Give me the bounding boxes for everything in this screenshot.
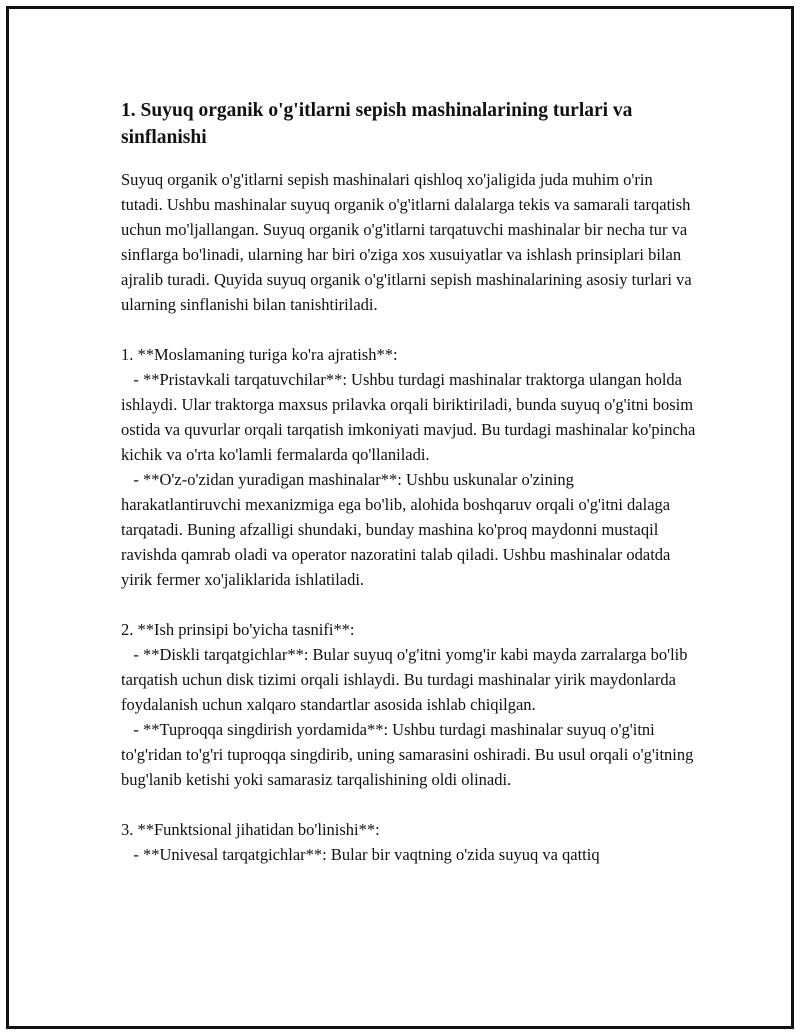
section-1: 1. **Moslamaning turiga ko'ra ajratish**: - **Pristavkali tarqatuvchilar**: Ushbu turdagi mashinalar traktorga ulangan holda ishlaydi. Ular traktorga maxsus prilavka orqali biriktiriladi, bunda suyuq o'g'itni bosim ostida va quvurlar orqali tarqatish imkoniyati mavjud. Bu turdagi mashinalar ko'pincha kichik va o'rta ko'lamli fermalarda qo'llaniladi. - **O'z-o'zidan yuradigan mashinalar**: Ushbu uskunalar o'zining harakatlantiruvchi mexanizmiga ega bo'lib, alohida boshqaruv orqali o'g'itni dalaga tarqatadi. Buning afzalligi shundaki, bunday mashina ko'proq maydonni mustaqil ravishda qamrab oladi va operator nazoratini talab qiladi. Ushbu mashinalar odatda yirik fermer xo'jaliklarida ishlatiladi. <box>121 345 696 589</box>
document-title: 1. Suyuq organik o'g'itlarni sepish mashinalarining turlari va sinflanishi <box>121 100 633 148</box>
section-3: 3. **Funktsional jihatidan bo'linishi**: - **Univesal tarqatgichlar**: Bular bir vaqtning o'zida suyuq va qattiq <box>121 820 600 864</box>
document-body <box>121 97 697 867</box>
page-frame <box>6 6 794 1029</box>
section-2: 2. **Ish prinsipi bo'yicha tasnifi**: - **Diskli tarqatgichlar**: Bular suyuq o'g'itni yomg'ir kabi mayda zarralarga bo'lib tarqatish uchun disk tizimi orqali ishlaydi. Bu turdagi mashinalar yirik maydonlarda foydalanish uchun xalqaro standartlar asosida ishlab chiqilgan. - **Tuproqqa singdirish yordamida**: Ushbu turdagi mashinalar suyuq o'g'itni to'g'ridan to'g'ri tuproqqa singdirib, uning samarasini oshiradi. Bu usul orqali o'g'itning bug'lanib ketishi yoki samarasiz tarqalishining oldi olinadi. <box>121 620 694 789</box>
intro-paragraph: Suyuq organik o'g'itlarni sepish mashinalari qishloq xo'jaligida juda muhim o'rin tutadi. Ushbu mashinalar suyuq organik o'g'itlarni dalalarga tekis va samarali tarqatish uchun mo'ljallangan. Suyuq organik o'g'itlarni tarqatuvchi mashinalar bir necha tur va sinflarga bo'linadi, ularning har biri o'ziga xos xusuiyatlar va ishlash prinsiplari bilan ajralib turadi. Quyida suyuq organik o'g'itlarni sepish mashinalarining asosiy turlari va ularning sinflanishi bilan tanishtiriladi. <box>121 170 696 314</box>
